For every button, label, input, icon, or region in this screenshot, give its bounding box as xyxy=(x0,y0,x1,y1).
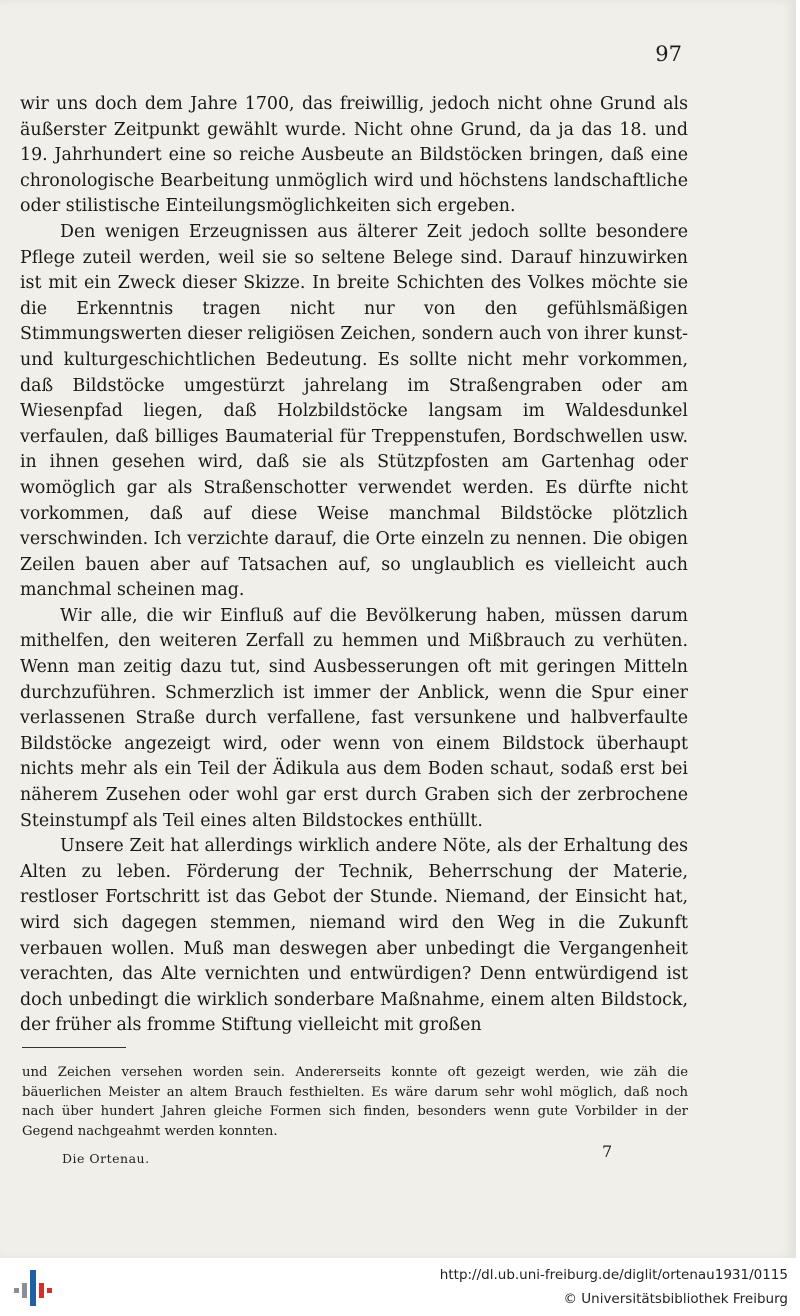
paragraph-1: wir uns doch dem Jahre 1700, das freiwillig, jedoch nicht ohne Grund als äußerster Zeitpunkt gewählt wurde. Nicht ohne Grund, da ja das 18. und 19. Jahrhundert eine so reiche Ausbeute an Bildstöcken bringen, daß eine chronologische Bearbeitung unmöglich wird und höchstens landschaftliche oder stilistische Einteilungsmöglichkeiten sich ergeben. xyxy=(20,94,688,217)
paragraph-3: Wir alle, die wir Einfluß auf die Bevölkerung haben, müssen darum mithelfen, den weiteren Zerfall zu hemmen und Mißbrauch zu verhüten. Wenn man zeitig dazu tut, sind Ausbesserungen oft mit geringen Mitteln durchzuführen. Schmerzlich ist immer der Anblick, wenn die Spur einer verlassenen Straße durch verfallene, fast versunkene und halbverfaulte Bildstöcke angezeigt wird, oder wenn von einem Bildstock überhaupt nichts mehr als ein Teil der Ädikula aus dem Boden schaut, sodaß erst bei näherem Zusehen oder wohl gar erst durch Graben sich der zerbrochene Steinstumpf als Teil eines alten Bildstockes enthüllt. xyxy=(20,605,688,831)
ub-freiburg-logo-icon[interactable] xyxy=(12,1266,54,1310)
footnote-divider xyxy=(22,1047,126,1048)
copyright-notice: © Universitätsbibliothek Freiburg xyxy=(563,1291,788,1307)
permalink[interactable]: http://dl.ub.uni-freiburg.de/diglit/ortenau1931/0115 xyxy=(439,1267,788,1283)
viewer-footer xyxy=(0,1258,800,1316)
paragraph-4: Unsere Zeit hat allerdings wirklich andere Nöte, als der Erhaltung des Alten zu leben. Förderung der Technik, Beherrschung der Materie, restloser Fortschritt ist das Gebot der Stunde. Niemand, der Einsicht hat, wird sich dagegen stemmen, niemand wird den Weg in die Zukunft verbauen wollen. Muß man deswegen aber unbedingt die Vergangenheit verachten, das Alte vernichten und entwürdigen? Denn entwürdigend ist doch unbedingt die wirklich sonderbare Maßnahme, einem alten Bildstock, der früher als fromme Stiftung vielleicht mit großen xyxy=(20,836,688,1036)
signature-mark: Die Ortenau. xyxy=(62,1151,150,1166)
sheet-number: 7 xyxy=(602,1142,613,1161)
paragraph-2: Den wenigen Erzeugnissen aus älterer Zeit jedoch sollte besondere Pflege zuteil werden, weil sie so seltene Belege sind. Darauf hinzuwirken ist mit ein Zweck dieser Skizze. In breite Schichten des Volkes möchte sie die Erkenntnis tragen nicht nur von den gefühlsmäßigen Stimmungswerten dieser religiösen Zeichen, sondern auch von ihrer kunst- und kulturgeschichtlichen Bedeutung. Es sollte nicht mehr vorkommen, daß Bildstöcke umgestürzt jahrelang im Straßengraben oder am Wiesenpfad liegen, daß Holzbildstöcke langsam im Waldesdunkel verfaulen, daß billiges Baumaterial für Treppenstufen, Bordschwellen usw. in ihnen gesehen wird, daß sie als Stützpfosten am Gartenhag oder womöglich gar als Straßenschotter verwendet werden. Es dürfte nicht vorkommen, daß auf diese Weise manchmal Bildstöcke plötzlich verschwinden. Ich verzichte darauf, die Orte einzeln zu nennen. Die obigen Zeilen bauen aber auf Tatsachen auf, so unglaublich es vielleicht auch manchmal scheinen mag. xyxy=(20,221,688,601)
footnote: und Zeichen versehen worden sein. Andererseits konnte oft gezeigt werden, wie zäh die bäuerlichen Meister an altem Brauch festhielten. Es wäre darum sehr wohl möglich, daß noch nach über hundert Jahren gleiche Formen sich finden, besonders wenn gute Vorbilder in der Gegend nachgeahmt werden konnten. xyxy=(22,1065,688,1139)
page-number: 97 xyxy=(655,42,682,66)
body-text xyxy=(20,92,688,1039)
